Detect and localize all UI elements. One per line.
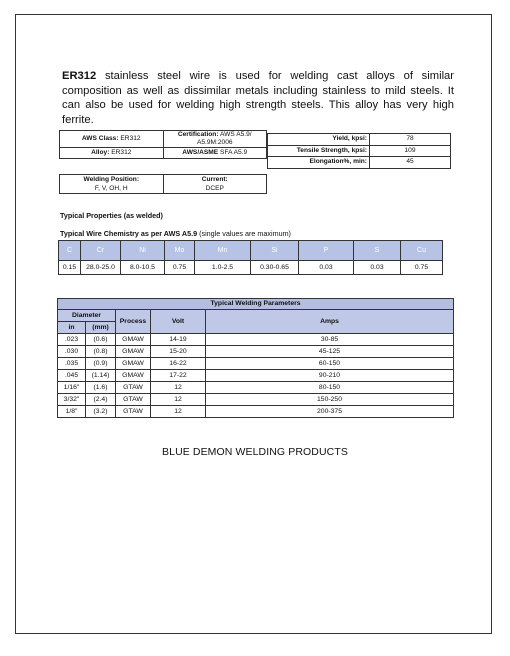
asme-cell xyxy=(163,148,267,159)
row-process: GTAW xyxy=(116,406,151,418)
chem-value-si: 0.30-0.65 xyxy=(251,261,299,275)
row-process: GMAW xyxy=(116,358,151,370)
chemistry-table xyxy=(58,240,443,275)
row-volt: 12 xyxy=(151,382,206,394)
mechanical-properties-table xyxy=(267,133,451,169)
table-row xyxy=(58,334,454,346)
chem-value-c: 0.15 xyxy=(59,261,81,275)
alloy-cell xyxy=(60,148,164,159)
welding-position-label: Welding Position: xyxy=(83,176,140,183)
row-volt: 12 xyxy=(151,406,206,418)
chem-header-s: S xyxy=(354,241,401,261)
in-header: in xyxy=(58,322,86,334)
diameter-header: Diameter xyxy=(58,310,116,322)
chem-header-p: P xyxy=(299,241,354,261)
aws-classification-table xyxy=(59,130,267,159)
row-mm: (3.2) xyxy=(86,406,116,418)
chem-value-p: 0.03 xyxy=(299,261,354,275)
row-amps: 90-210 xyxy=(206,370,454,382)
row-process: GTAW xyxy=(116,394,151,406)
elongation-label: Elongation%, min: xyxy=(268,157,370,169)
row-volt: 15-20 xyxy=(151,346,206,358)
row-volt: 17-22 xyxy=(151,370,206,382)
table-row xyxy=(58,370,454,382)
chem-value-cr: 28.0-25.0 xyxy=(81,261,121,275)
table-row xyxy=(58,358,454,370)
chem-header-mn: Mn xyxy=(195,241,251,261)
row-in: .035 xyxy=(58,358,86,370)
elongation-value: 45 xyxy=(370,157,451,169)
certification-value-1: AWS A5.9/ xyxy=(220,131,252,138)
asme-label: AWS/ASME xyxy=(182,149,219,156)
chem-header-si: Si xyxy=(251,241,299,261)
row-volt: 12 xyxy=(151,394,206,406)
table-row xyxy=(58,406,454,418)
row-amps: 80-150 xyxy=(206,382,454,394)
table-row xyxy=(58,382,454,394)
alloy-label: Alloy: xyxy=(91,149,110,156)
chem-value-cu: 0.75 xyxy=(401,261,443,275)
certification-value-2: A5.9M:2006 xyxy=(196,139,233,146)
row-mm: (2.4) xyxy=(86,394,116,406)
row-in: .030 xyxy=(58,346,86,358)
tensile-value: 109 xyxy=(370,145,451,157)
welding-position-cell xyxy=(60,175,164,194)
typical-properties-caption: Typical Properties (as welded) xyxy=(60,211,163,220)
row-mm: (0.8) xyxy=(86,346,116,358)
row-amps: 45-125 xyxy=(206,346,454,358)
chem-header-mo: Mo xyxy=(165,241,195,261)
row-process: GTAW xyxy=(116,382,151,394)
row-volt: 14-19 xyxy=(151,334,206,346)
row-in: .045 xyxy=(58,370,86,382)
chem-value-mo: 0.75 xyxy=(165,261,195,275)
row-mm: (1.6) xyxy=(86,382,116,394)
volt-header: Volt xyxy=(151,310,206,334)
row-in: 1/8" xyxy=(58,406,86,418)
row-mm: (0.9) xyxy=(86,358,116,370)
row-mm: (0.6) xyxy=(86,334,116,346)
row-in: 1/16" xyxy=(58,382,86,394)
welding-position-table xyxy=(59,174,267,194)
mech-row xyxy=(268,157,451,169)
chemistry-caption-title: Typical Wire Chemistry as per AWS A5.9 xyxy=(60,229,198,238)
row-process: GMAW xyxy=(116,334,151,346)
chemistry-caption xyxy=(60,229,291,238)
intro-text: stainless steel wire is used for welding cast alloys of similar composition as well as dissimilar metals including stainless to mild steels. It can also be used for welding high strength steels. This alloy has very high ferrite. xyxy=(62,70,454,126)
intro-paragraph xyxy=(62,69,454,127)
chem-header-c: C xyxy=(59,241,81,261)
tensile-label: Tensile Strength, kpsi: xyxy=(268,145,370,157)
row-volt: 16-22 xyxy=(151,358,206,370)
row-in: 3/32" xyxy=(58,394,86,406)
chemistry-caption-note: (single values are maximum) xyxy=(199,229,291,238)
certification-cell xyxy=(163,131,267,148)
mech-row xyxy=(268,134,451,146)
chem-header-ni: Ni xyxy=(121,241,165,261)
certification-label: Certification: xyxy=(177,131,219,138)
current-cell xyxy=(163,175,267,194)
yield-value: 78 xyxy=(370,134,451,146)
asme-value: SFA A5.9 xyxy=(220,149,248,156)
company-footer: BLUE DEMON WELDING PRODUCTS xyxy=(162,446,348,458)
aws-class-cell xyxy=(60,131,164,148)
row-process: GMAW xyxy=(116,370,151,382)
aws-class-value: ER312 xyxy=(120,135,141,142)
product-name: ER312 xyxy=(62,70,97,82)
welding-parameters-table xyxy=(57,298,454,418)
current-value: DCEP xyxy=(205,185,224,192)
process-header: Process xyxy=(116,310,151,334)
parameters-title: Typical Welding Parameters xyxy=(58,299,454,310)
table-row xyxy=(58,346,454,358)
chem-header-cr: Cr xyxy=(81,241,121,261)
alloy-value: ER312 xyxy=(111,149,132,156)
row-amps: 200-375 xyxy=(206,406,454,418)
row-mm: (1.14) xyxy=(86,370,116,382)
chem-header-cu: Cu xyxy=(401,241,443,261)
aws-class-label: AWS Class: xyxy=(81,135,119,142)
chem-value-ni: 8.0-10.5 xyxy=(121,261,165,275)
chem-value-s: 0.03 xyxy=(354,261,401,275)
row-amps: 60-150 xyxy=(206,358,454,370)
amps-header: Amps xyxy=(206,310,454,334)
row-process: GMAW xyxy=(116,346,151,358)
mech-row xyxy=(268,145,451,157)
welding-position-value: F, V, OH, H xyxy=(94,185,128,192)
row-amps: 150-250 xyxy=(206,394,454,406)
yield-label: Yield, kpsi: xyxy=(268,134,370,146)
row-in: .023 xyxy=(58,334,86,346)
table-row xyxy=(58,394,454,406)
current-label: Current: xyxy=(201,176,228,183)
mm-header: (mm) xyxy=(86,322,116,334)
chem-value-mn: 1.0-2.5 xyxy=(195,261,251,275)
row-amps: 30-85 xyxy=(206,334,454,346)
